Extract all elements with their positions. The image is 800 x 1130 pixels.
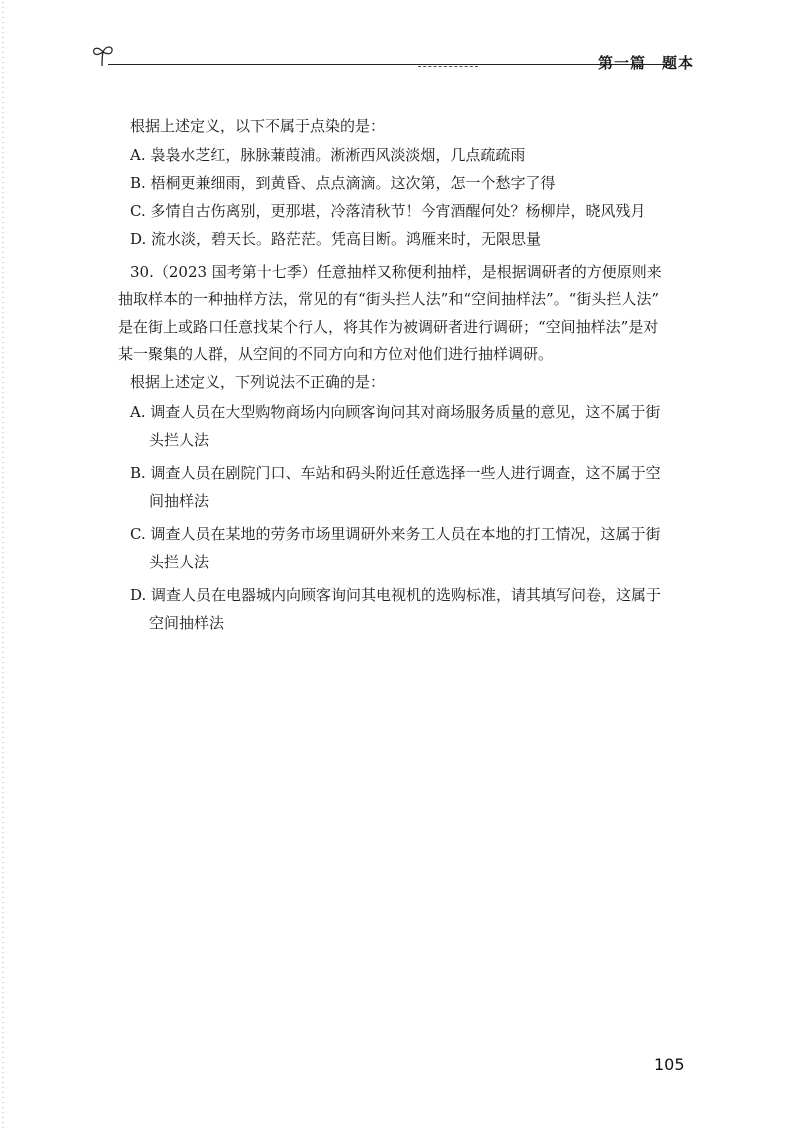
q29-option-d: D. 流水淡，碧天长。路茫茫。凭高目断。鸿雁来时，无限思量: [130, 230, 542, 248]
q30-option-b-line-1: B. 调查人员在剧院门口、车站和码头附近任意选择一些人进行调查，这不属于空: [130, 464, 661, 482]
header-rule: [108, 64, 670, 65]
q29-prompt: 根据上述定义，以下不属于点染的是：: [130, 117, 386, 135]
q30-stem-line-3: 是在街上或路口任意找某个行人，将其作为被调研者进行调研；“空间抽样法”是对: [118, 317, 659, 336]
page-header: [88, 40, 702, 80]
q30-option-d: [130, 582, 705, 637]
q30-option-a-line-1: A. 调查人员在大型购物商场内向顾客询问其对商场服务质量的意见，这不属于街: [130, 403, 661, 421]
page-content: [130, 115, 700, 250]
q30-option-b: [130, 460, 705, 515]
sprout-icon: [88, 40, 118, 70]
q30-options: [130, 399, 705, 643]
section-title: 第一篇 题本: [598, 54, 695, 72]
q30-stem-body: [118, 286, 708, 369]
scan-edge-dots: [2, 0, 4, 1130]
q30-option-d-line-1: D. 调查人员在电器城内向顾客询问其电视机的选购标准，请其填写问卷，这属于: [130, 586, 662, 604]
q30-option-c-line-1: C. 调查人员在某地的劳务市场里调研外来务工人员在本地的打工情况，这属于街: [130, 525, 661, 543]
q30-option-b-line-2: 间抽样法: [149, 491, 210, 510]
q30-option-c-line-2: 头拦人法: [149, 552, 210, 571]
q30-body: [130, 371, 700, 393]
q30-option-c: [130, 521, 705, 576]
q30-stem: [130, 259, 710, 287]
q29-option-b: B. 梧桐更兼细雨，到黄昏、点点滴滴。这次第，怎一个愁字了得: [130, 174, 556, 192]
header-rule-dash: [418, 66, 478, 67]
q30-prompt: 根据上述定义，下列说法不正确的是：: [130, 373, 386, 391]
q30-stem-line-2: 抽取样本的一种抽样方法，常见的有“街头拦人法”和“空间抽样法”。“街头拦人法”: [118, 290, 660, 308]
q29-option-a: A. 袅袅水芝红，脉脉蒹葭浦。淅淅西风淡淡烟，几点疏疏雨: [130, 146, 526, 164]
q30-option-a: [130, 399, 705, 454]
q30-option-a-line-2: 头拦人法: [149, 430, 210, 449]
q30-stem-line-4: 某一聚集的人群，从空间的不同方向和方位对他们进行抽样调研。: [118, 345, 554, 363]
page-number: 105: [654, 1055, 685, 1074]
q30-stem-line-1: 30.（2023 国考第十七季）任意抽样又称便利抽样，是根据调研者的方便原则来: [130, 263, 662, 281]
q29-option-c: C. 多情自古伤离别，更那堪，冷落清秋节！今宵酒醒何处？杨柳岸，晓风残月: [130, 202, 646, 220]
q30-option-d-line-2: 空间抽样法: [149, 613, 225, 632]
